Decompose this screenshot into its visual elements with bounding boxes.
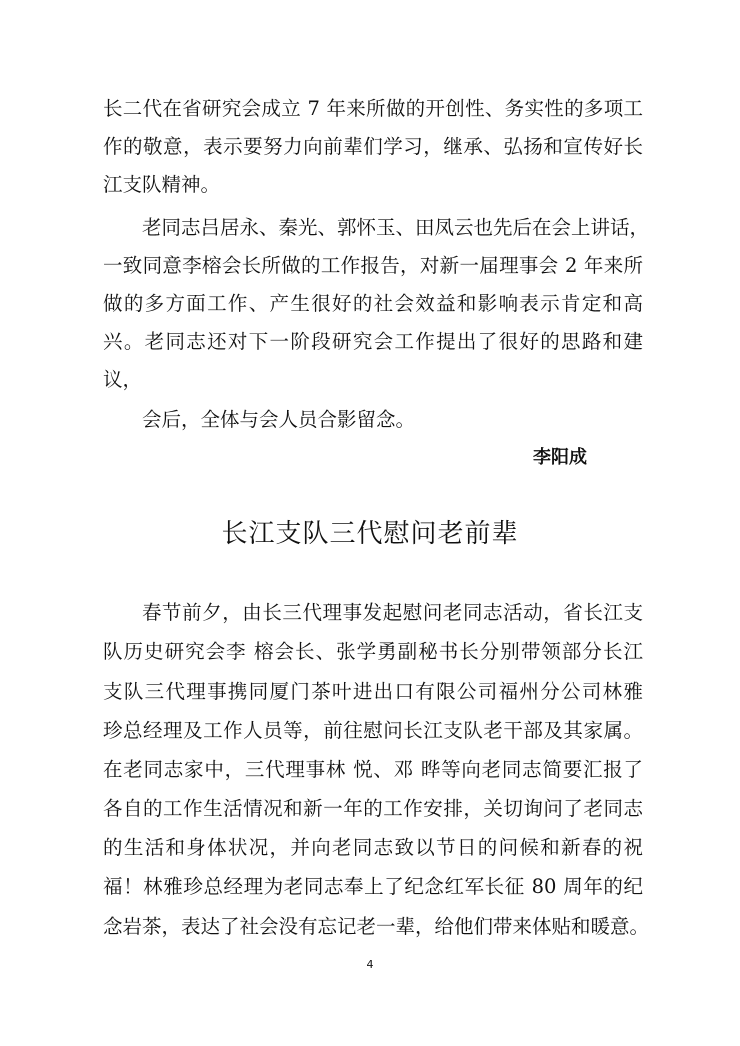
speakers-line-5: 议， bbox=[103, 368, 143, 391]
page-number: 4 bbox=[366, 958, 374, 971]
article-line-1: 春节前夕，由长三代理事发起慰问老同志活动，省长江支 bbox=[142, 601, 643, 624]
article-line-2: 队历史研究会李 榕会长、张学勇副秘书长分别带领部分长江 bbox=[103, 640, 643, 663]
article-title: 长江支队三代慰问老前辈 bbox=[221, 519, 519, 549]
article-line-6: 各自的工作生活情况和新一年的工作安排，关切询问了老同志 bbox=[103, 797, 643, 820]
article-line-9: 念岩茶，表达了社会没有忘记老一辈，给他们带来体贴和暖意。 bbox=[103, 915, 650, 938]
article-line-8: 福！林雅珍总经理为老同志奉上了纪念红军长征 80 周年的纪 bbox=[103, 875, 643, 898]
closing-line-1: 会后，全体与会人员合影留念。 bbox=[142, 408, 416, 431]
author-signature: 李阳成 bbox=[533, 447, 587, 468]
article-line-4: 珍总经理及工作人员等，前往慰问长江支队老干部及其家属。 bbox=[103, 719, 643, 742]
intro-line-1: 长二代在省研究会成立 7 年来所做的开创性、务实性的多项工 bbox=[103, 97, 643, 120]
speakers-line-4: 兴。老同志还对下一阶段研究会工作提出了很好的思路和建 bbox=[103, 330, 643, 353]
article-line-7: 的生活和身体状况，并向老同志致以节日的问候和新春的祝 bbox=[103, 836, 643, 859]
speakers-line-3: 做的多方面工作、产生很好的社会效益和影响表示肯定和高 bbox=[103, 292, 643, 315]
intro-line-3: 江支队精神。 bbox=[103, 173, 221, 196]
speakers-line-2: 一致同意李榕会长所做的工作报告，对新一届理事会 2 年来所 bbox=[103, 254, 643, 277]
intro-line-2: 作的敬意，表示要努力向前辈们学习，继承、弘扬和宣传好长 bbox=[103, 135, 643, 158]
speakers-line-1: 老同志吕居永、秦光、郭怀玉、田凤云也先后在会上讲话， bbox=[142, 216, 650, 239]
article-line-5: 在老同志家中，三代理事林 悦、邓 晔等向老同志简要汇报了 bbox=[103, 758, 643, 781]
article-line-3: 支队三代理事携同厦门茶叶进出口有限公司福州分公司林雅 bbox=[103, 680, 643, 703]
